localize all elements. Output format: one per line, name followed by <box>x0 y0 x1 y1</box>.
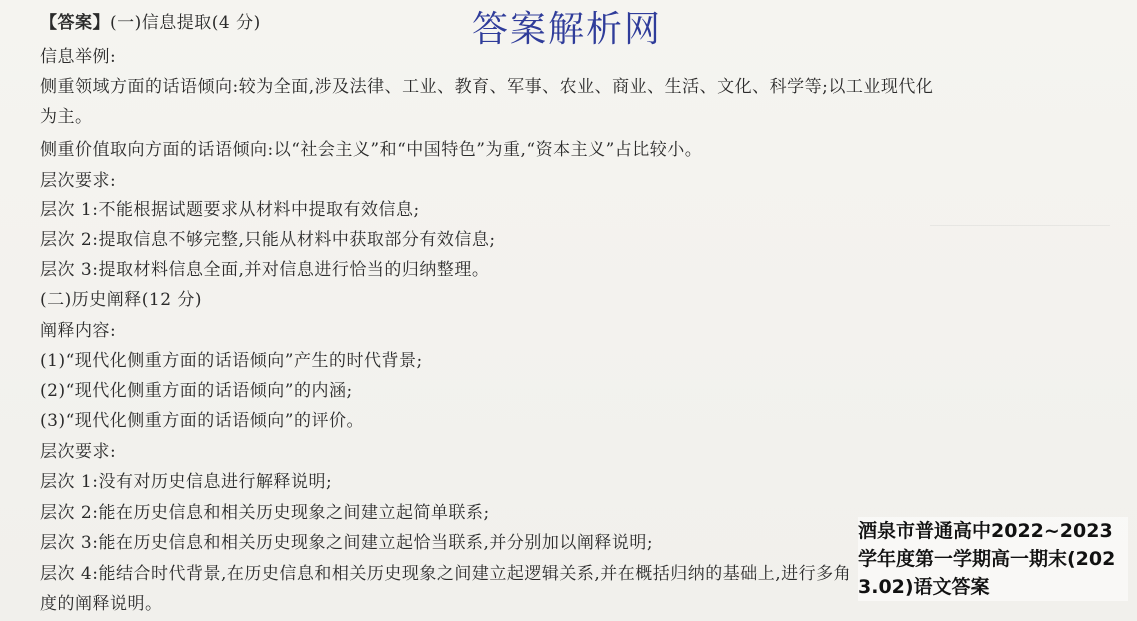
faint-background-print <box>930 225 1110 286</box>
text-line: 侧重价值取向方面的话语倾向:以“社会主义”和“中国特色”为重,“资本主义”占比较小。 <box>40 140 703 160</box>
text-line: 度的阐释说明。 <box>40 594 163 614</box>
text-line: 层次 2:提取信息不够完整,只能从材料中获取部分有效信息; <box>40 230 496 250</box>
text-line: 层次 1:没有对历史信息进行解释说明; <box>40 472 333 492</box>
text-line: 层次要求: <box>40 171 117 191</box>
answer-heading-line <box>40 12 261 34</box>
text-line: (2)“现代化侧重方面的话语倾向”的内涵; <box>40 381 353 401</box>
text-line: 侧重领域方面的话语倾向:较为全面,涉及法律、工业、教育、军事、农业、商业、生活、文化、科学等;以工业现代化 <box>40 77 934 97</box>
text-line: 层次 3:提取材料信息全面,并对信息进行恰当的归纳整理。 <box>40 260 490 280</box>
section-two-title: (二)历史阐释(12 分) <box>40 290 203 310</box>
text-line: 层次 1:不能根据试题要求从材料中提取有效信息; <box>40 200 420 220</box>
text-line: (1)“现代化侧重方面的话语倾向”产生的时代背景; <box>40 351 423 371</box>
text-line: 层次要求: <box>40 442 117 462</box>
text-line: 为主。 <box>40 107 93 127</box>
document-title-stamp: 酒泉市普通高中2022~2023学年度第一学期高一期末(2023.02)语文答案 <box>858 517 1128 601</box>
section-one-title: (一)信息提取(4 分) <box>110 13 261 33</box>
text-line: 信息举例: <box>40 47 117 67</box>
watermark-logo: 答案解析网 <box>472 9 663 50</box>
text-line: 层次 3:能在历史信息和相关历史现象之间建立起恰当联系,并分别加以阐释说明; <box>40 533 654 553</box>
text-line: 阐释内容: <box>40 321 117 341</box>
text-line: (3)“现代化侧重方面的话语倾向”的评价。 <box>40 411 364 431</box>
text-line: 层次 4:能结合时代背景,在历史信息和相关历史现象之间建立起逻辑关系,并在概括归纳的基础上,进行多角 <box>40 564 852 584</box>
answer-label: 【答案】 <box>40 13 110 33</box>
text-line: 层次 2:能在历史信息和相关历史现象之间建立起简单联系; <box>40 503 490 523</box>
